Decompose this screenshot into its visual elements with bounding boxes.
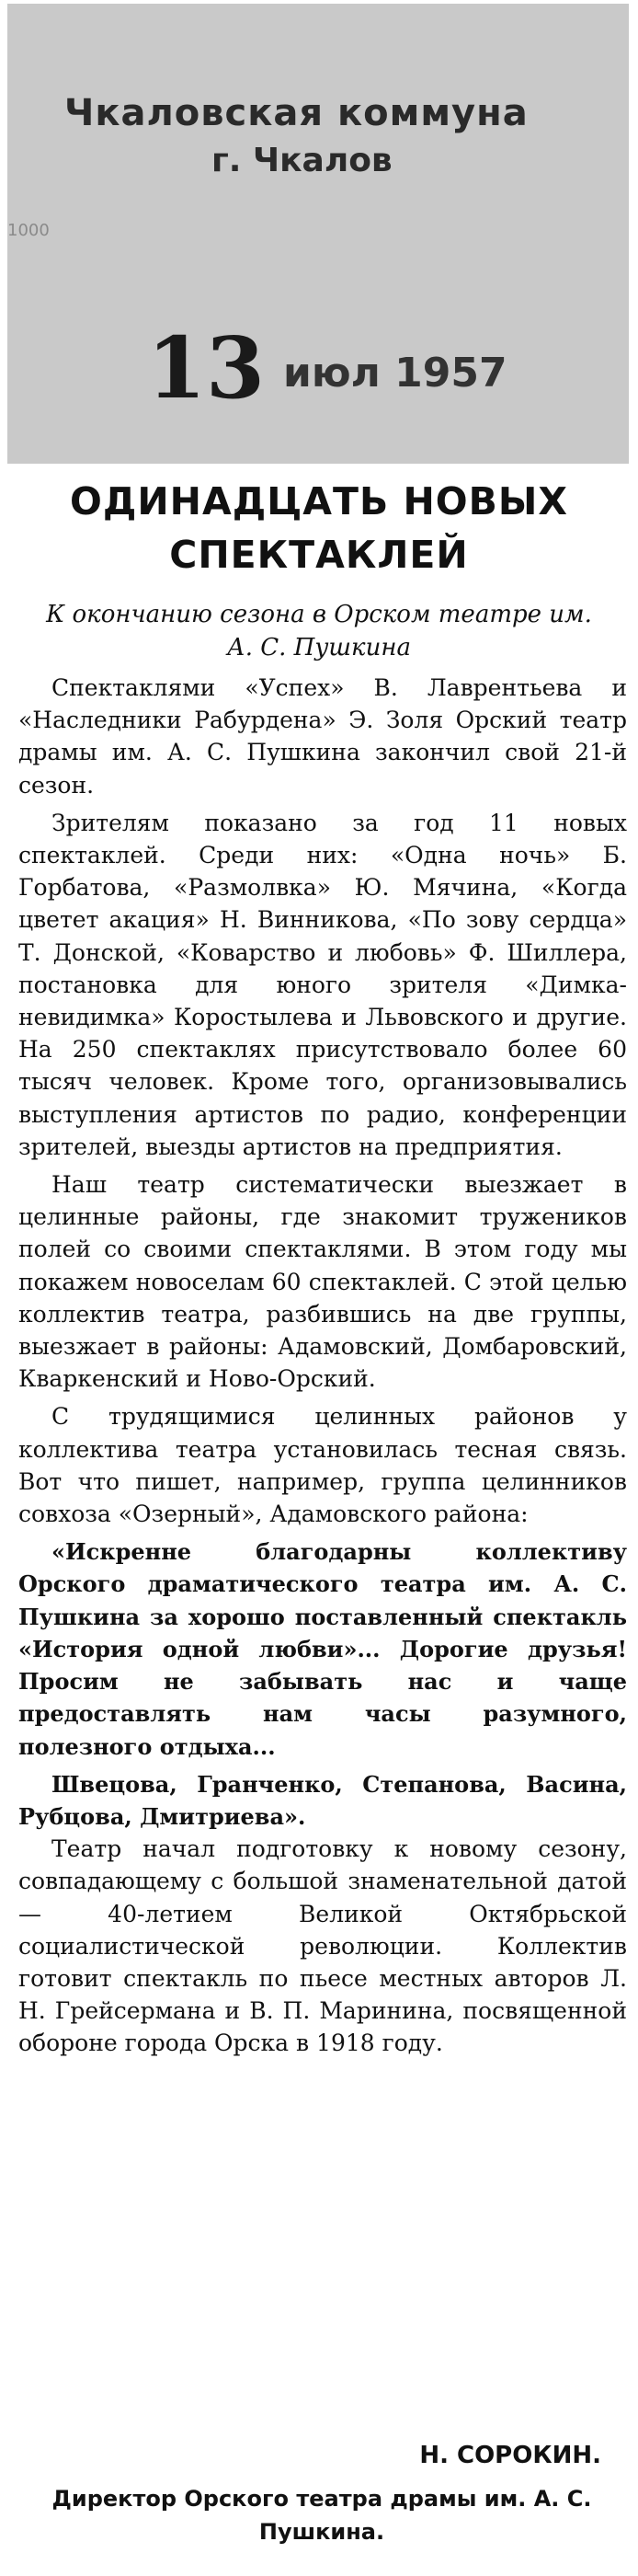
closing-paragraph: Театр начал подготовку к новому сезону, совпадающему с большой знаменательной датой — 40-летием Великой Октябрьской социалистической революции. Коллектив готовит спектакль по пьесе местных авторов Л. Н. Грейсермана и В. П. Маринина, посвященной обороне города Орска в 1918 году. — [18, 1835, 627, 2057]
stamp-city: г. Чкалов — [211, 142, 393, 179]
paragraph: С трудящимися целинных районов у коллектива театра установилась тесная связь. Вот что пишет, например, группа целинников совхоза «Озерный», Адамовского района: — [18, 1403, 627, 1528]
newspaper-stamp — [7, 4, 629, 464]
letter-quote — [18, 1535, 627, 1833]
article-body — [18, 672, 627, 2060]
quote-signers: Швецова, Гранченко, Степанова, Васина, Рубцова, Дмитриева». — [18, 1770, 627, 1830]
stamp-day: 13 — [147, 318, 266, 418]
stamp-faint-text: 1000 — [7, 221, 50, 240]
stamp-newspaper-name: Чкаловская коммуна — [64, 92, 529, 134]
author-position: Директор Орского театра драмы им. А. С. Пушкина. — [51, 2486, 592, 2545]
paragraph: Спектаклями «Успех» В. Лаврентьева и «Наследники Рабурдена» Э. Золя Орский театр драмы им. А. С. Пушкина закончил свой 21-й сезон. — [18, 674, 627, 799]
paragraph: Наш театр систематически выезжает в целинные районы, где знакомит тружеников полей со своими спектаклями. В этом году мы покажем новоселам 60 спектаклей. С этой целью коллектив театра, разбившись на две группы, выезжает в районы: Адамовский, Домбаровский, Кваркенский и Ново-Орский. — [18, 1171, 627, 1393]
article-headline: ОДИНАДЦАТЬ НОВЫХ СПЕКТАКЛЕЙ — [69, 479, 568, 577]
article-subhead: К окончанию сезона в Орском театре им. А. С. Пушкина — [46, 601, 592, 661]
paragraph: Зрителям показано за год 11 новых спектаклей. Среди них: «Одна ночь» Б. Горбатова, «Размолвка» Ю. Мячина, «Когда цветет акация» Н. Винникова, «По зову сердца» Т. Донской, «Коварство и любовь» Ф. Шиллера, постановка для юного зрителя «Димка-невидимка» Коростылева и Львовского и другие. На 250 спектаклях присутствовало более 60 тысяч человек. Кроме того, организовывались выступления артистов по радио, конференции зрителей, выезды артистов на предприятия. — [18, 809, 627, 1160]
author-name: Н. СОРОКИН. — [419, 2442, 601, 2469]
stamp-month-year: июл 1957 — [283, 350, 507, 397]
quote-text: «Искренне благодарны коллективу Орского драматического театра им. А. С. Пушкина за хорошо поставленный спектакль «История одной любви»... Дорогие друзья! Просим не забывать нас и чаще предоставлять нам часы разумного, полезного отдыха... — [18, 1538, 627, 1760]
